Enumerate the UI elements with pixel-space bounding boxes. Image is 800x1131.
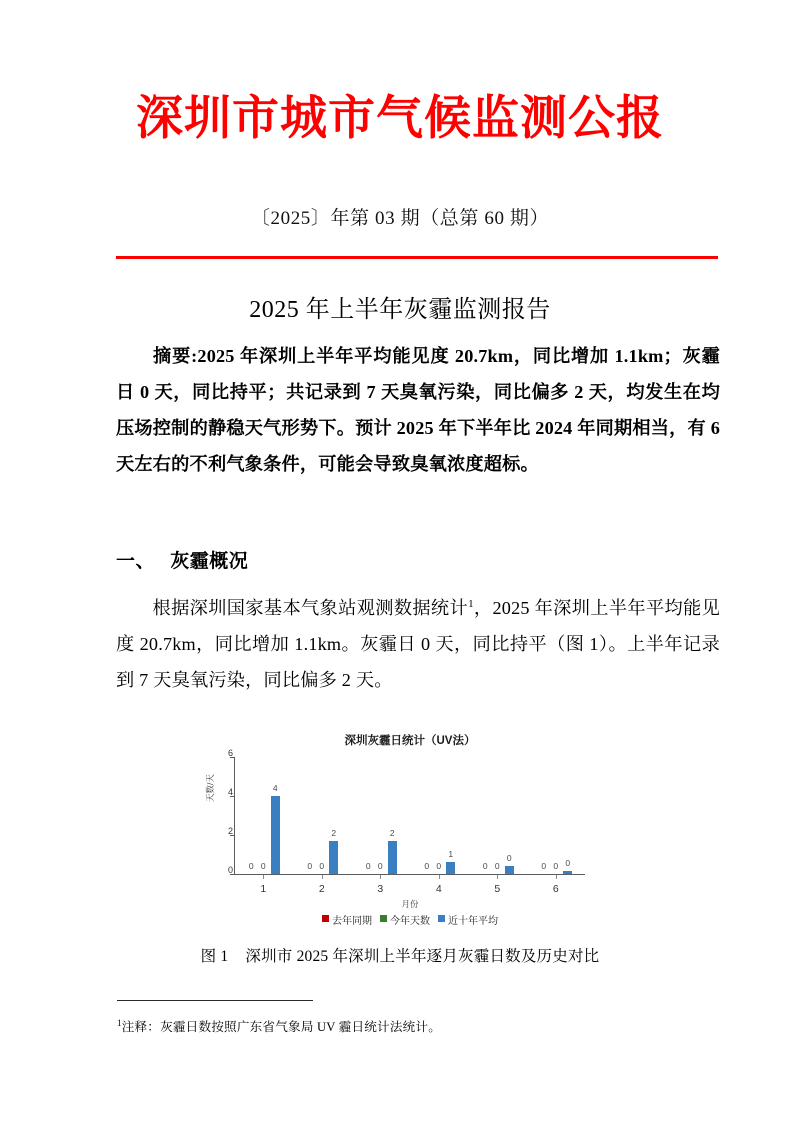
footnote-reference-marker: 1: [468, 598, 474, 610]
abstract-text: 2025 年深圳上半年平均能见度 20.7km，同比增加 1.1km；灰霾日 0 天，同比持平；共记录到 7 天臭氧污染，同比偏多 2 天，均发生在均压场控制的静稳天气形势下。预计 2025 年下半年比 2024 年同期相当，有 6 天左右的不利气象条件，可能会导致臭氧浓度超标。: [116, 346, 720, 474]
section-heading: [116, 546, 720, 578]
chart-bar-value-label: 0: [319, 861, 325, 871]
chart-bar: [329, 841, 338, 874]
chart-bar-value-label: 0: [436, 861, 442, 871]
chart-y-axis-line: [234, 758, 235, 875]
figure-caption-number: 图 1: [200, 948, 229, 965]
chart-bar: [505, 866, 514, 874]
chart-x-tick: [556, 875, 557, 879]
chart-legend-entry: [380, 912, 430, 927]
chart-bar-value-label: 0: [565, 858, 571, 869]
chart-bar-value-label: 0: [541, 861, 547, 871]
chart-bar-value-label: 0: [307, 861, 313, 871]
chart-x-tick: [439, 875, 440, 879]
chart-legend-swatch: [322, 915, 329, 922]
chart-legend-label: 近十年平均: [448, 916, 498, 927]
chart-bar-value-label: 0: [248, 861, 254, 871]
chart-x-tick: [497, 875, 498, 879]
chart-y-tick-label: 4: [227, 786, 233, 797]
masthead-title: 深圳市城市气候监测公报: [136, 91, 664, 144]
chart-x-tick: [380, 875, 381, 879]
footnote-text: 注释：灰霾日数按照广东省气象局 UV 霾日统计法统计。: [121, 1020, 442, 1035]
chart-bar-value-label: 0: [494, 861, 500, 871]
masthead-divider-rule: [116, 256, 718, 259]
abstract-paragraph: [116, 338, 720, 482]
chart-legend-swatch: [438, 915, 445, 922]
chart-x-tick-label: 3: [377, 883, 384, 895]
chart-plot-area: [227, 747, 585, 895]
figure-caption-text: 深圳市 2025 年深圳上半年逐月灰霾日数及历史对比: [245, 948, 600, 965]
chart-bar-value-label: 0: [260, 861, 266, 871]
section-number: 一、: [116, 551, 156, 572]
chart-bar: [446, 862, 455, 874]
chart-legend: [200, 912, 620, 927]
chart-y-axis-title: 天数/天: [205, 774, 215, 802]
chart-legend-swatch: [380, 915, 387, 922]
paragraph-text-part-2: ，2025 年深圳上半年平均能见度 20.7km，同比增加 1.1km。灰霾日 0 天，同比持平（图 1）。上半年记录到 7 天臭氧污染，同比偏多 2 天。: [116, 598, 721, 691]
figure-chart-haze-days: [200, 730, 620, 930]
chart-bar-value-label: 0: [553, 861, 559, 871]
chart-bar-value-label: 0: [377, 861, 383, 871]
footnote-separator-rule: [117, 1000, 313, 1001]
section-paragraph: [116, 586, 720, 698]
chart-x-tick: [322, 875, 323, 879]
chart-x-tick-label: 5: [494, 883, 501, 895]
chart-bar: [271, 796, 280, 874]
chart-legend-entry: [438, 912, 498, 927]
chart-bar-value-label: 2: [389, 827, 395, 838]
chart-bar-value-label: 0: [482, 861, 488, 871]
report-title: 2025 年上半年灰霾监测报告: [249, 297, 551, 323]
chart-y-tick-label: 6: [227, 747, 233, 758]
chart-bar-value-label: 4: [272, 783, 278, 793]
chart-bar: [388, 841, 397, 874]
chart-bar-value-label: 0: [365, 861, 371, 871]
chart-title: 深圳灰霾日统计（UV法）: [344, 735, 476, 747]
chart-x-tick: [263, 875, 264, 879]
footnote-marker: 1: [117, 1018, 122, 1028]
chart-bar-value-label: 0: [424, 861, 430, 871]
chart-x-tick-label: 2: [318, 883, 325, 895]
chart-bar: [563, 871, 572, 874]
chart-x-axis-title: 月份: [401, 899, 419, 909]
chart-x-tick-label: 1: [260, 883, 267, 895]
chart-y-tick-label: 0: [227, 864, 233, 875]
issue-number-line: 〔2025〕年第 03 期（总第 60 期）: [250, 208, 550, 229]
footnote-note: [117, 1013, 721, 1037]
chart-legend-label: 今年天数: [390, 916, 430, 927]
figure-caption: [0, 945, 800, 969]
chart-legend-label: 去年同期: [332, 916, 372, 927]
paragraph-text-part-1: 根据深圳国家基本气象站观测数据统计: [152, 598, 469, 619]
abstract-label: 摘要:: [152, 346, 198, 366]
chart-legend-entry: [322, 912, 372, 927]
chart-x-tick-label: 6: [552, 883, 559, 895]
chart-bar-value-label: 0: [506, 853, 512, 864]
chart-bar-value-label: 2: [331, 827, 337, 838]
chart-y-tick-label: 2: [227, 825, 233, 836]
chart-x-axis-line: [234, 874, 585, 875]
chart-bar-value-label: 1: [448, 849, 454, 860]
chart-x-tick-label: 4: [435, 883, 442, 895]
section-heading-text: 灰霾概况: [170, 551, 249, 572]
